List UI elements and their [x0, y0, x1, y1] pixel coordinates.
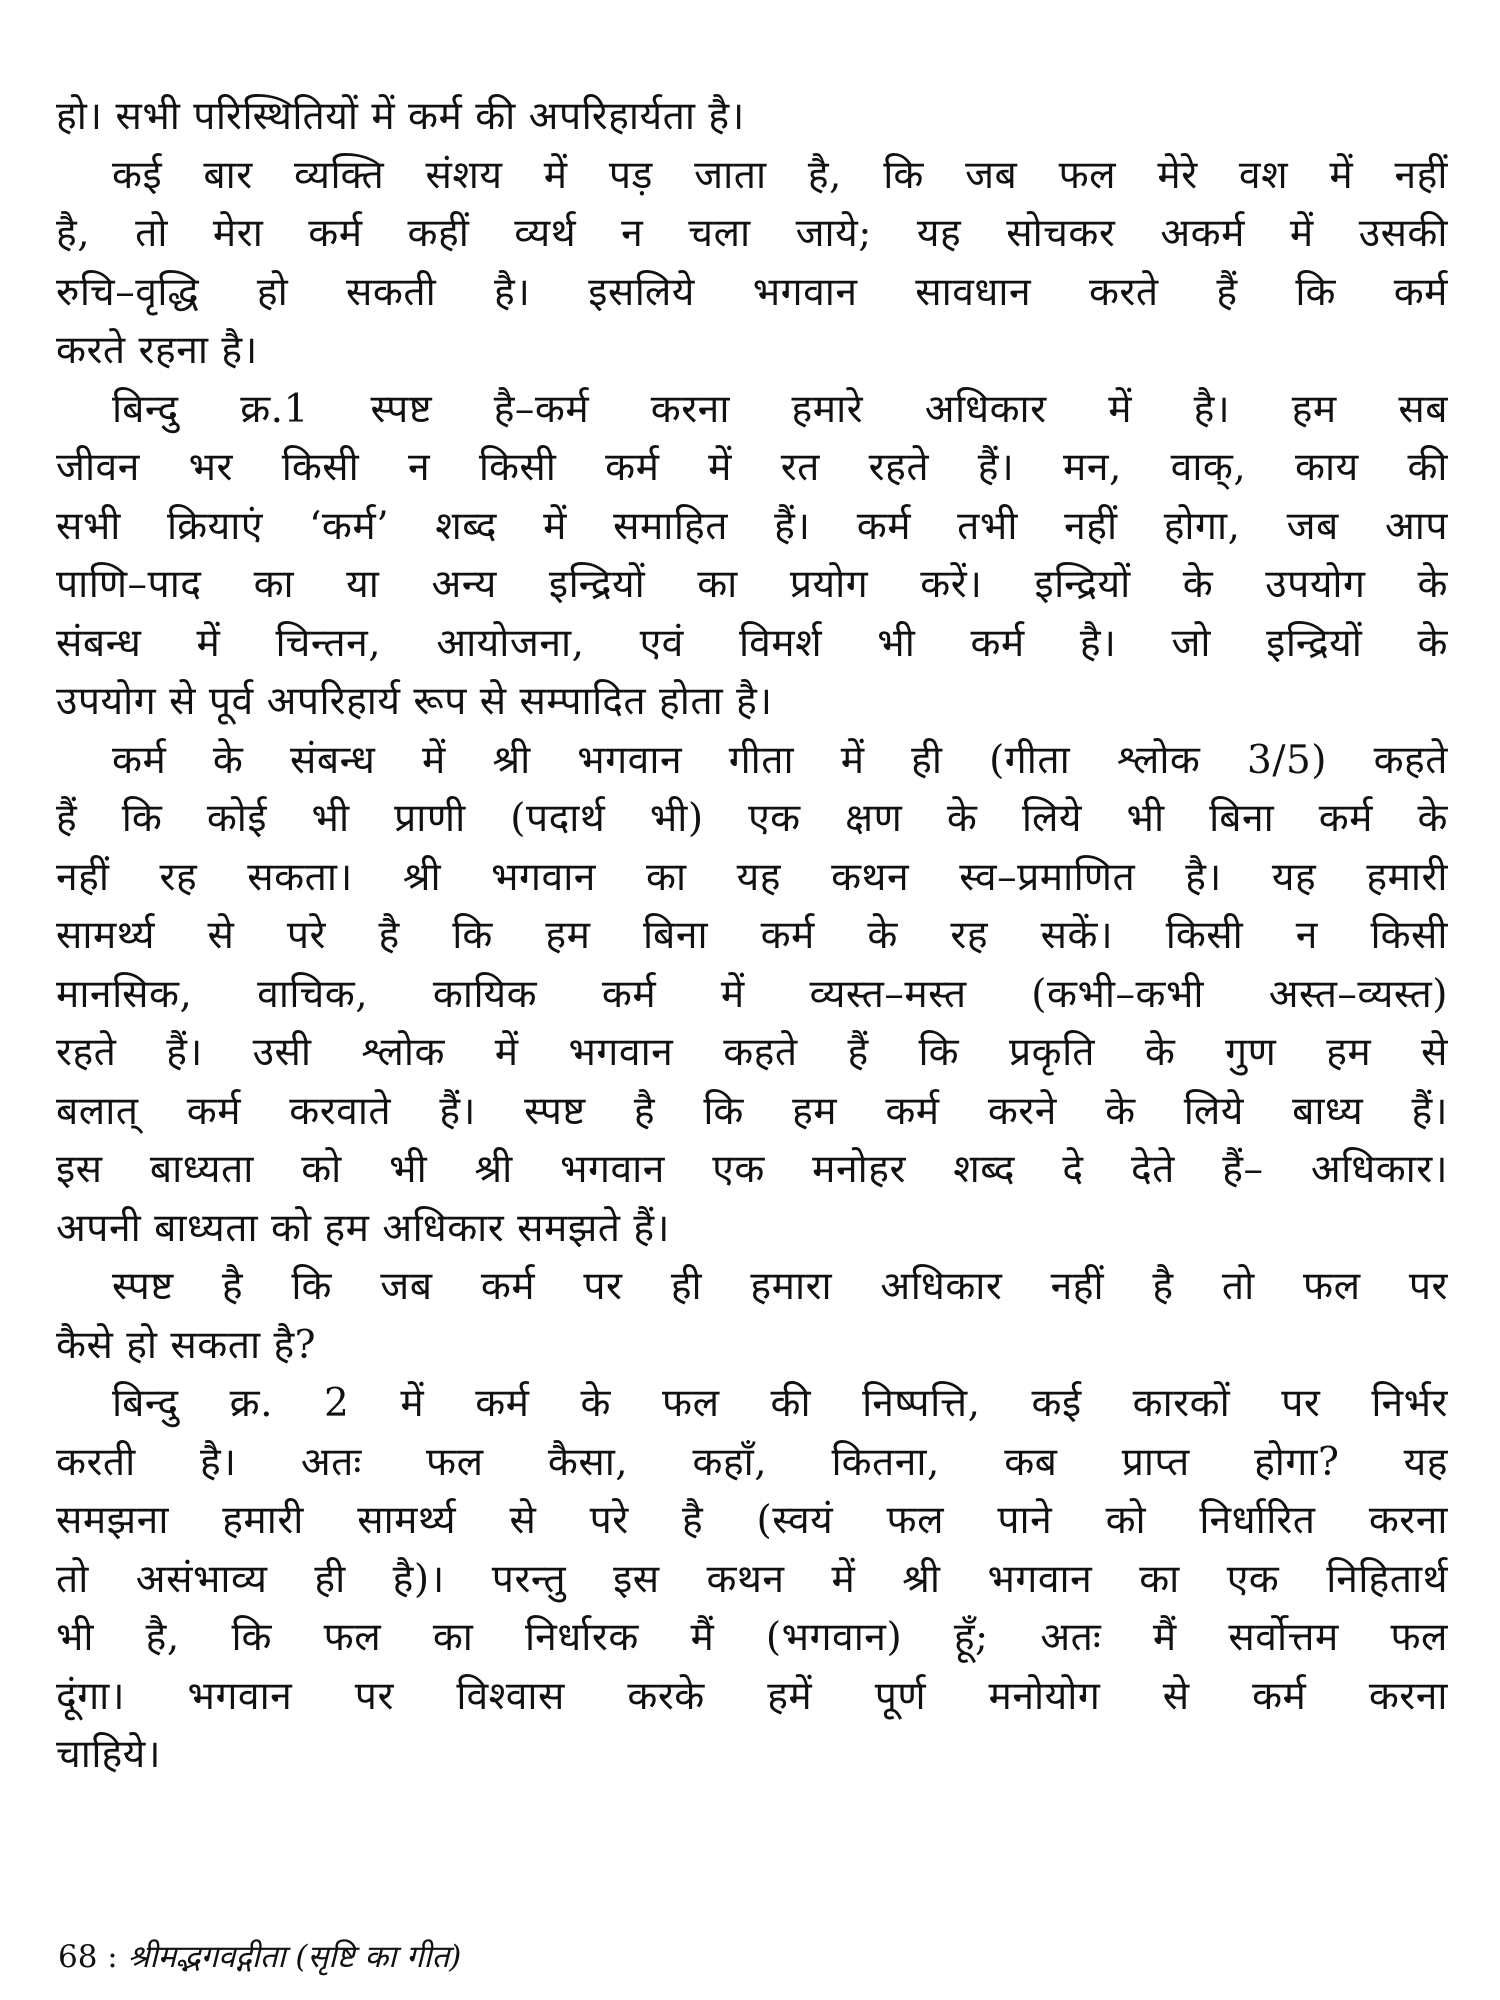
- text-line: चाहिये।: [56, 1732, 162, 1777]
- text-line: समझना हमारी सामर्थ्य से परे है (स्वयं फल पाने को निर्धारित करना: [56, 1498, 1448, 1543]
- text-line: हो। सभी परिस्थितियों में कर्म की अपरिहार्यता है।: [56, 94, 745, 139]
- text-line: तो असंभाव्य ही है)। परन्तु इस कथन में श्री भगवान का एक निहितार्थ: [56, 1556, 1448, 1602]
- text-line: कर्म के संबन्ध में श्री भगवान गीता में ही (गीता श्लोक 3/5) कहते: [112, 737, 1448, 783]
- text-line: अपनी बाध्यता को हम अधिकार समझते हैं।: [56, 1205, 670, 1251]
- text-line: जीवन भर किसी न किसी कर्म में रत रहते हैं। मन, वाक्, काय की: [56, 445, 1448, 490]
- text-line: हैं कि कोई भी प्राणी (पदार्थ भी) एक क्षण के लिये भी बिना कर्म के: [56, 796, 1448, 841]
- page-number: 68 :: [58, 1939, 118, 1975]
- text-line: कई बार व्यक्ति संशय में पड़ जाता है, कि जब फल मेरे वश में नहीं: [112, 152, 1448, 198]
- text-line: बलात् कर्म करवाते हैं। स्पष्ट है कि हम कर्म करने के लिये बाध्य हैं।: [56, 1088, 1448, 1134]
- text-line: कैसे हो सकता है?: [56, 1322, 317, 1368]
- text-line: रुचि–वृद्धि हो सकती है। इसलिये भगवान सावधान करते हैं कि कर्म: [56, 269, 1448, 315]
- text-line: करती है। अतः फल कैसा, कहाँ, कितना, कब प्राप्त होगा? यह: [56, 1439, 1448, 1485]
- text-line: संबन्ध में चिन्तन, आयोजना, एवं विमर्श भी कर्म है। जो इन्द्रियों के: [56, 620, 1448, 666]
- text-line: भी है, कि फल का निर्धारक मैं (भगवान) हूँ; अतः मैं सर्वोत्तम फल: [56, 1615, 1448, 1660]
- text-line: इस बाध्यता को भी श्री भगवान एक मनोहर शब्द दे देते हैं– अधिकार।: [56, 1147, 1448, 1192]
- text-line: सामर्थ्य से परे है कि हम बिना कर्म के रह सकें। किसी न किसी: [56, 913, 1448, 958]
- text-line: सभी क्रियाएं ‘कर्म’ शब्द में समाहित हैं। कर्म तभी नहीं होगा, जब आप: [56, 503, 1448, 549]
- text-line: बिन्दु क्र. 2 में कर्म के फल की निष्पत्ति, कई कारकों पर निर्भर: [112, 1381, 1448, 1426]
- text-line: नहीं रह सकता। श्री भगवान का यह कथन स्व–प्रमाणित है। यह हमारी: [56, 854, 1448, 900]
- text-line: उपयोग से पूर्व अपरिहार्य रूप से सम्पादित होता है।: [56, 679, 773, 724]
- body-text: [56, 88, 1448, 1785]
- text-line: पाणि–पाद का या अन्य इन्द्रियों का प्रयोग करें। इन्द्रियों के उपयोग के: [56, 562, 1448, 607]
- book-title: श्रीमद्भगवद्गीता (सृष्टि का गीत): [127, 1939, 462, 1975]
- text-line: स्पष्ट है कि जब कर्म पर ही हमारा अधिकार नहीं है तो फल पर: [112, 1264, 1448, 1309]
- text-line: रहते हैं। उसी श्लोक में भगवान कहते हैं कि प्रकृति के गुण हम से: [56, 1030, 1448, 1075]
- text-line: दूंगा। भगवान पर विश्वास करके हमें पूर्ण मनोयोग से कर्म करना: [56, 1673, 1448, 1719]
- text-line: मानसिक, वाचिक, कायिक कर्म में व्यस्त–मस्त (कभी–कभी अस्त–व्यस्त): [56, 971, 1448, 1017]
- text-line: है, तो मेरा कर्म कहीं व्यर्थ न चला जाये; यह सोचकर अकर्म में उसकी: [56, 211, 1448, 256]
- text-line: करते रहना है।: [56, 328, 258, 373]
- text-line: बिन्दु क्र.1 स्पष्ट है–कर्म करना हमारे अधिकार में है। हम सब: [112, 386, 1448, 432]
- page-footer: [58, 1935, 461, 1977]
